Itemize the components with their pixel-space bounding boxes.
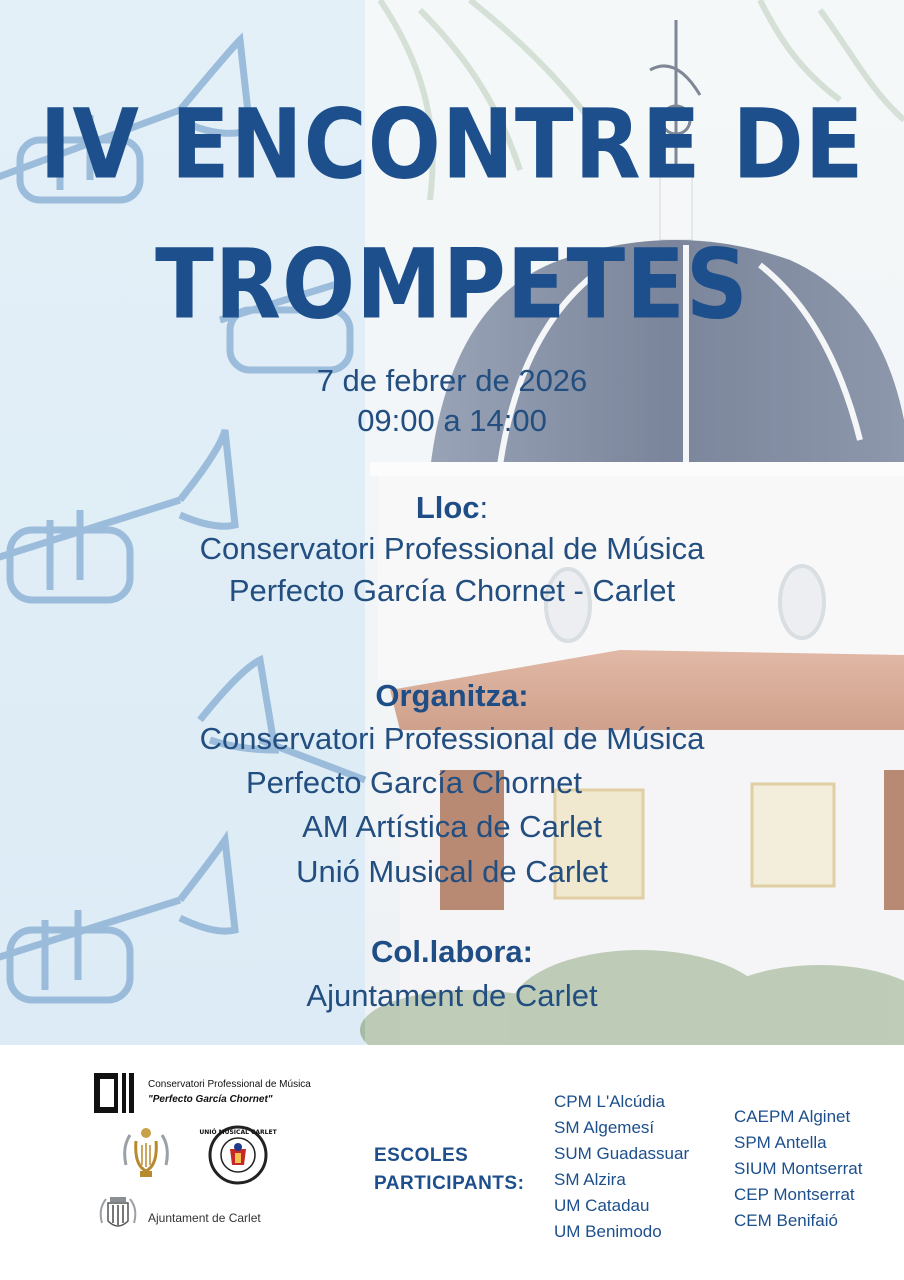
organitza-line: Perfecto García Chornet <box>246 765 582 800</box>
colabora-line: Ajuntament de Carlet <box>306 978 598 1013</box>
event-date: 7 de febrer de 2026 <box>316 363 588 398</box>
school-item: SM Alzira <box>554 1170 626 1189</box>
footer <box>0 1045 904 1280</box>
colabora-heading: Col.labora: <box>371 934 533 969</box>
lloc-line-2: Perfecto García Chornet - Carlet <box>228 573 676 608</box>
organitza-line: AM Artística de Carlet <box>302 809 602 844</box>
school-item: UM Catadau <box>554 1196 650 1215</box>
school-item: SUM Guadassuar <box>554 1144 690 1163</box>
school-item: SIUM Montserrat <box>734 1159 863 1178</box>
title-line-2: TROMPETES <box>155 229 749 341</box>
lyre-emblem-icon <box>118 1125 174 1181</box>
organitza-line: Unió Musical de Carlet <box>296 854 608 889</box>
lloc-heading: Lloc <box>415 490 480 525</box>
lloc-colon: : <box>479 490 489 525</box>
title-line-1: IV ENCONTRE DE <box>39 89 865 201</box>
school-item: UM Benimodo <box>554 1222 662 1241</box>
ajuntament-name: Ajuntament de Carlet <box>148 1211 261 1225</box>
organitza-heading: Organitza: <box>375 678 529 713</box>
school-item: CPM L'Alcúdia <box>554 1092 665 1111</box>
school-item: CEP Montserrat <box>734 1185 855 1204</box>
conservatori-subname: "Perfecto García Chornet" <box>148 1094 273 1105</box>
escoles-label-line-1: ESCOLES <box>374 1145 469 1166</box>
escoles-label-line-2: PARTICIPANTS: <box>374 1173 525 1194</box>
unio-musical-logo-text: UNIÓ MUSICAL CARLET <box>199 1129 277 1136</box>
conservatori-logo-icon <box>94 1073 134 1113</box>
conservatori-name: Conservatori Professional de Música <box>148 1079 311 1090</box>
school-item: SPM Antella <box>734 1133 827 1152</box>
unio-musical-logo-icon <box>199 1125 277 1185</box>
ajuntament-coat-of-arms-icon <box>96 1193 140 1237</box>
organitza-line: Conservatori Professional de Música <box>199 721 705 756</box>
school-item: SM Algemesí <box>554 1118 655 1137</box>
lloc-heading-line <box>0 489 904 526</box>
school-item: CEM Benifaió <box>734 1211 838 1230</box>
school-item: CAEPM Alginet <box>734 1107 851 1126</box>
lloc-line-1: Conservatori Professional de Música <box>199 531 705 566</box>
event-time: 09:00 a 14:00 <box>357 403 547 438</box>
